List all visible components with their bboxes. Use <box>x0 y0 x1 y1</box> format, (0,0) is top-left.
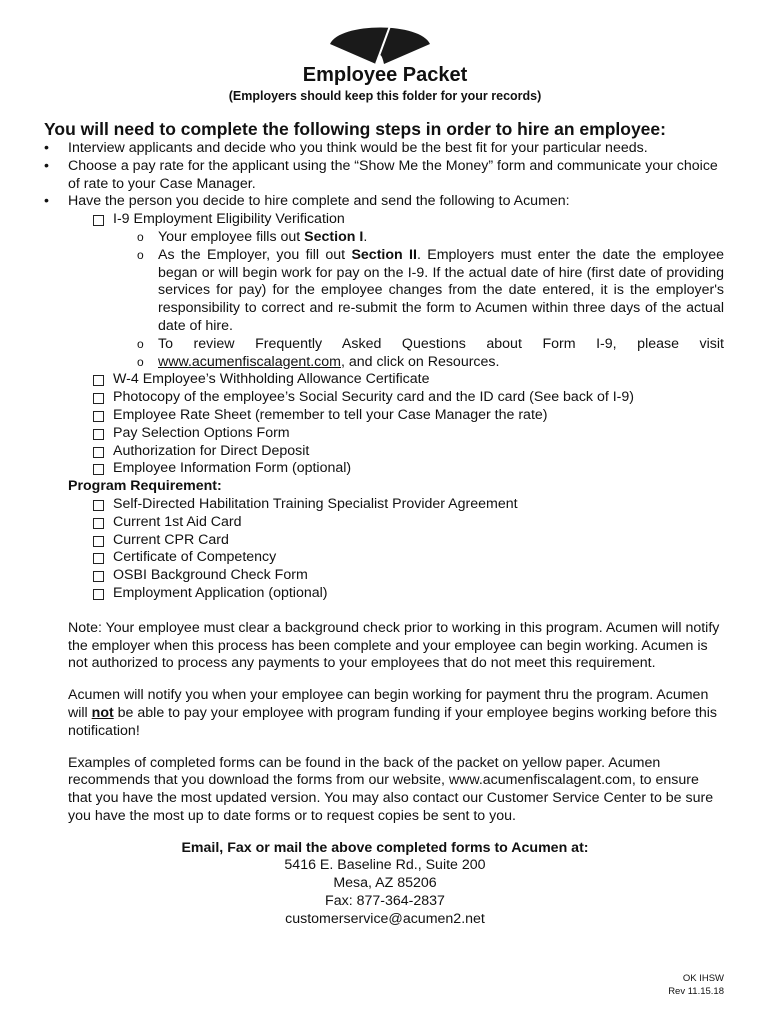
page-subtitle: (Employers should keep this folder for your records) <box>228 89 542 103</box>
program-requirement-heading: Program Requirement: <box>68 478 222 495</box>
acumen-logo <box>328 20 432 66</box>
checklist-item: Pay Selection Options Form <box>0 425 770 443</box>
checklist-item: Photocopy of the employee’s Social Security card and the ID card (See back of I-9) <box>0 389 770 407</box>
background-check-note: Note: Your employee must clear a background check prior to working in this program. Acumen will notify the employer when this process has been complete and your employee can begin working. Acumen is not authorized to process any payments to your employees that do not meet this requirement. <box>68 619 720 672</box>
i9-section2: o As the Employer, you fill out Section II. Employers must enter the date the employee began or will begin work for pay on the I-9. If the actual date of hire (first date of providing services for pay) for the employee changes from the date entered, it is the employer's responsibility to correct and re-submit the form to Acumen within three days of the actual date of hire. <box>0 247 770 336</box>
contact-email[interactable]: customerservice@acumen2.net <box>285 910 485 927</box>
checklist-item: Employee Information Form (optional) <box>0 460 770 478</box>
page-title: Employee Packet <box>302 64 468 86</box>
checklist-item-i9: I-9 Employment Eligibility Verification <box>0 211 770 229</box>
document-body <box>0 140 770 929</box>
i9-faq-link-line: o www.acumenfiscalagent.com, and click on Resources. <box>0 354 770 372</box>
acumen-website-link[interactable]: www.acumenfiscalagent.com <box>158 353 341 370</box>
checklist-item: Employee Rate Sheet (remember to tell your Case Manager the rate) <box>0 407 770 425</box>
program-item: Self-Directed Habilitation Training Specialist Provider Agreement <box>0 496 770 514</box>
i9-section1: o Your employee fills out Section I. <box>0 229 770 247</box>
step-interview: • Interview applicants and decide who you think would be the best fit for your particular needs. <box>0 140 770 158</box>
program-item: Certificate of Competency <box>0 549 770 567</box>
step-pay-rate: • Choose a pay rate for the applicant using the “Show Me the Money” form and communicate your choice of rate to your Case Manager. <box>0 158 770 194</box>
contact-address: 5416 E. Baseline Rd., Suite 200 <box>284 857 486 874</box>
form-code: OK IHSW <box>682 973 724 984</box>
contact-city: Mesa, AZ 85206 <box>333 875 437 892</box>
revision-date: Rev 11.15.18 <box>668 986 724 997</box>
steps-heading: You will need to complete the following steps in order to hire an employee: <box>44 119 666 139</box>
program-item: Current CPR Card <box>0 532 770 550</box>
step-hire: • Have the person you decide to hire complete and send the following to Acumen: <box>0 193 770 211</box>
examples-note: Examples of completed forms can be found in the back of the packet on yellow paper. Acumen recommends that you download the forms from our website, www.acumenfiscalagent.com, to ensure that you have the most updated version. You may also contact our Customer Service Center to be sure you have the most up to date forms or to request copies be sent to you. <box>68 754 714 824</box>
program-item: OSBI Background Check Form <box>0 567 770 585</box>
notification-note: Acumen will notify you when your employee can begin working for payment thru the program. Acumen will not be able to pay your employee with program funding if your employee begins working before this notification! <box>68 687 718 739</box>
revision-footer <box>668 972 724 998</box>
checklist-item: W-4 Employee’s Withholding Allowance Certificate <box>0 371 770 389</box>
program-item: Current 1st Aid Card <box>0 514 770 532</box>
program-item: Employment Application (optional) <box>0 585 770 603</box>
contact-heading: Email, Fax or mail the above completed forms to Acumen at: <box>181 839 589 856</box>
contact-fax: Fax: 877-364-2837 <box>325 893 445 910</box>
i9-faq: o To review Frequently Asked Questions about Form I-9, please visit <box>0 336 770 354</box>
checklist-item: Authorization for Direct Deposit <box>0 443 770 461</box>
